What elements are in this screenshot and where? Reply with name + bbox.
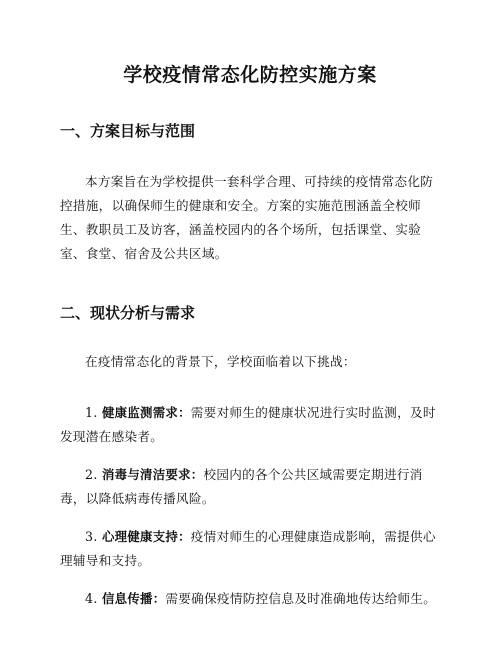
list-item-term: 心理健康支持： — [101, 529, 191, 544]
list-item-text: 疫情对师生的心理健康造成影响，需提供心理辅导和支持。 — [60, 529, 436, 568]
list-item-number: 1. — [85, 405, 98, 420]
section-heading-goals: 一、方案目标与范围 — [60, 122, 196, 140]
list-item-text: 需要对师生的健康状况进行实时监测，及时发现潜在感染者。 — [60, 405, 436, 444]
list-item-number: 2. — [85, 467, 98, 482]
list-item-term: 信息传播： — [101, 591, 166, 606]
list-item — [60, 401, 442, 449]
section-paragraph-analysis: 在疫情常态化的背景下，学校面临着以下挑战： — [85, 354, 356, 369]
challenge-list — [60, 401, 442, 625]
list-item-number: 3. — [85, 529, 98, 544]
list-item-term: 消毒与清洁要求： — [101, 467, 204, 482]
list-item — [60, 525, 442, 573]
list-item — [60, 587, 442, 611]
list-item-number: 4. — [85, 591, 98, 606]
section-paragraph-goals: 本方案旨在为学校提供一套科学合理、可持续的疫情常态化防控措施，以确保师生的健康和安全。方案的实施范围涵盖全校师生、教职员工及访客，涵盖校园内的各个场所，包括课堂、实验室、食堂、宿舍及公共区域。 — [60, 174, 434, 261]
list-item-text: 校园内的各个公共区域需要定期进行消毒，以降低病毒传播风险。 — [60, 467, 423, 506]
list-item-text: 需要确保疫情防控信息及时准确地传达给师生。 — [165, 591, 437, 606]
list-item-term: 健康监测需求： — [101, 405, 191, 420]
document-title: 学校疫情常态化防控实施方案 — [123, 64, 377, 86]
section-heading-analysis: 二、现状分析与需求 — [60, 304, 196, 322]
list-item — [60, 463, 442, 511]
